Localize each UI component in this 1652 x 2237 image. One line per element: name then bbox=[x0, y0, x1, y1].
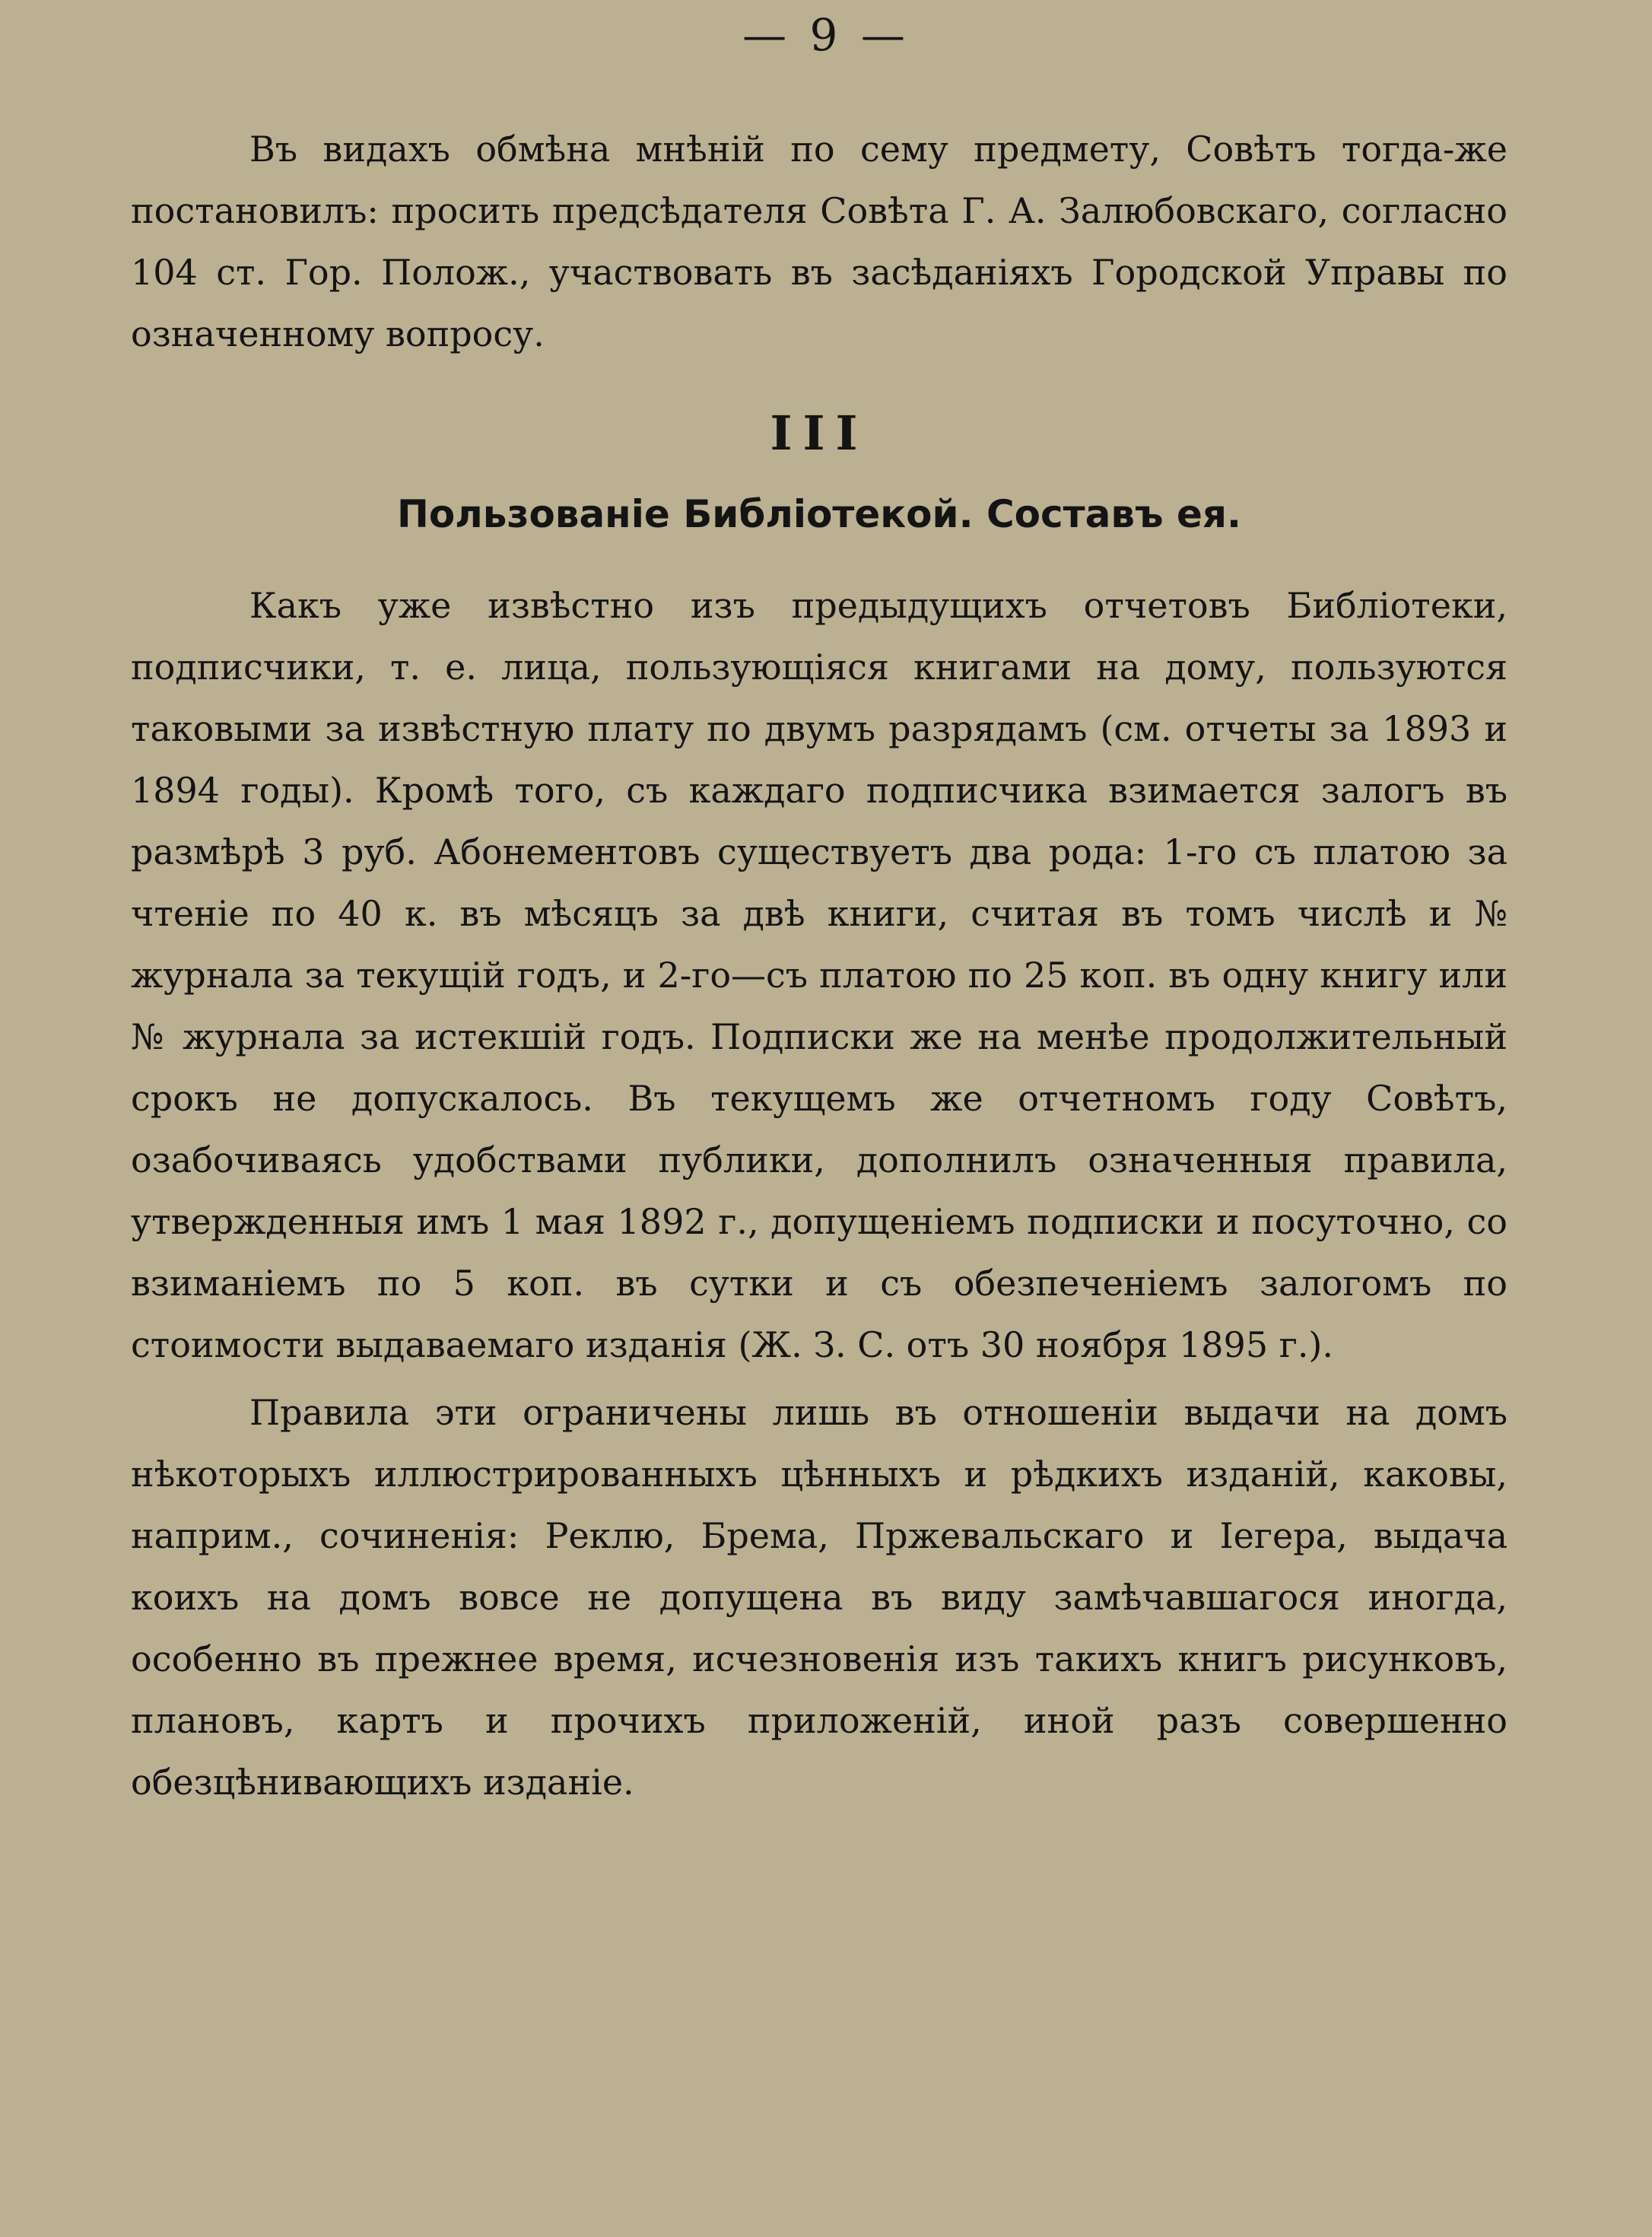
section-title: Пользованіе Библіотекой. Составъ ея. bbox=[396, 492, 1242, 536]
section-numeral: III bbox=[770, 405, 869, 461]
document-body bbox=[131, 119, 1507, 1813]
paragraph-council-decision: Въ видахъ обмѣна мнѣній по сему предмету, Совѣтъ тогда-же постановилъ: просить предсѣдателя Совѣта Г. А. Залюбовскаго, согласно 104 ст. Гор. Полож., участвовать въ засѣданіяхъ Городской Управы по означенному вопросу. bbox=[131, 129, 1507, 354]
paragraph-restrictions: Правила эти ограничены лишь въ отношеніи выдачи на домъ нѣкоторыхъ иллюстрированныхъ цѣнныхъ и рѣдкихъ изданій, каковы, наприм., сочиненія: Реклю, Брема, Пржевальскаго и Іегера, выдача коихъ на домъ вовсе не допущена въ виду замѣчавшагося иногда, особенно въ прежнее время, исчезновенія изъ такихъ книгъ рисунковъ, плановъ, картъ и прочихъ приложеній, иной разъ совершенно обезцѣнивающихъ изданіе. bbox=[131, 1392, 1507, 1803]
page-number: — 9 — bbox=[742, 9, 910, 61]
paragraph-subscription-rules: Какъ уже извѣстно изъ предыдущихъ отчетовъ Библіотеки, подписчики, т. е. лица, пользующіяся книгами на дому, пользуются таковыми за извѣстную плату по двумъ разрядамъ (см. отчеты за 1893 и 1894 годы). Кромѣ того, съ каждаго подписчика взимается залогъ въ размѣрѣ 3 руб. Абонементовъ существуетъ два рода: 1-го съ платою за чтеніе по 40 к. въ мѣсяцъ за двѣ книги, считая въ томъ числѣ и № журнала за текущій годъ, и 2-го—съ платою по 25 коп. въ одну книгу или № журнала за истекшій годъ. Подписки же на менѣе продолжительный срокъ не допускалось. Въ текущемъ же отчетномъ году Совѣтъ, озабочиваясь удобствами публики, дополнилъ означенныя правила, утвержденныя имъ 1 мая 1892 г., допущеніемъ подписки и посуточно, со взиманіемъ по 5 коп. въ сутки и съ обезпеченіемъ залогомъ по стоимости выдаваемаго изданія (Ж. З. С. отъ 30 ноября 1895 г.). bbox=[131, 585, 1507, 1365]
